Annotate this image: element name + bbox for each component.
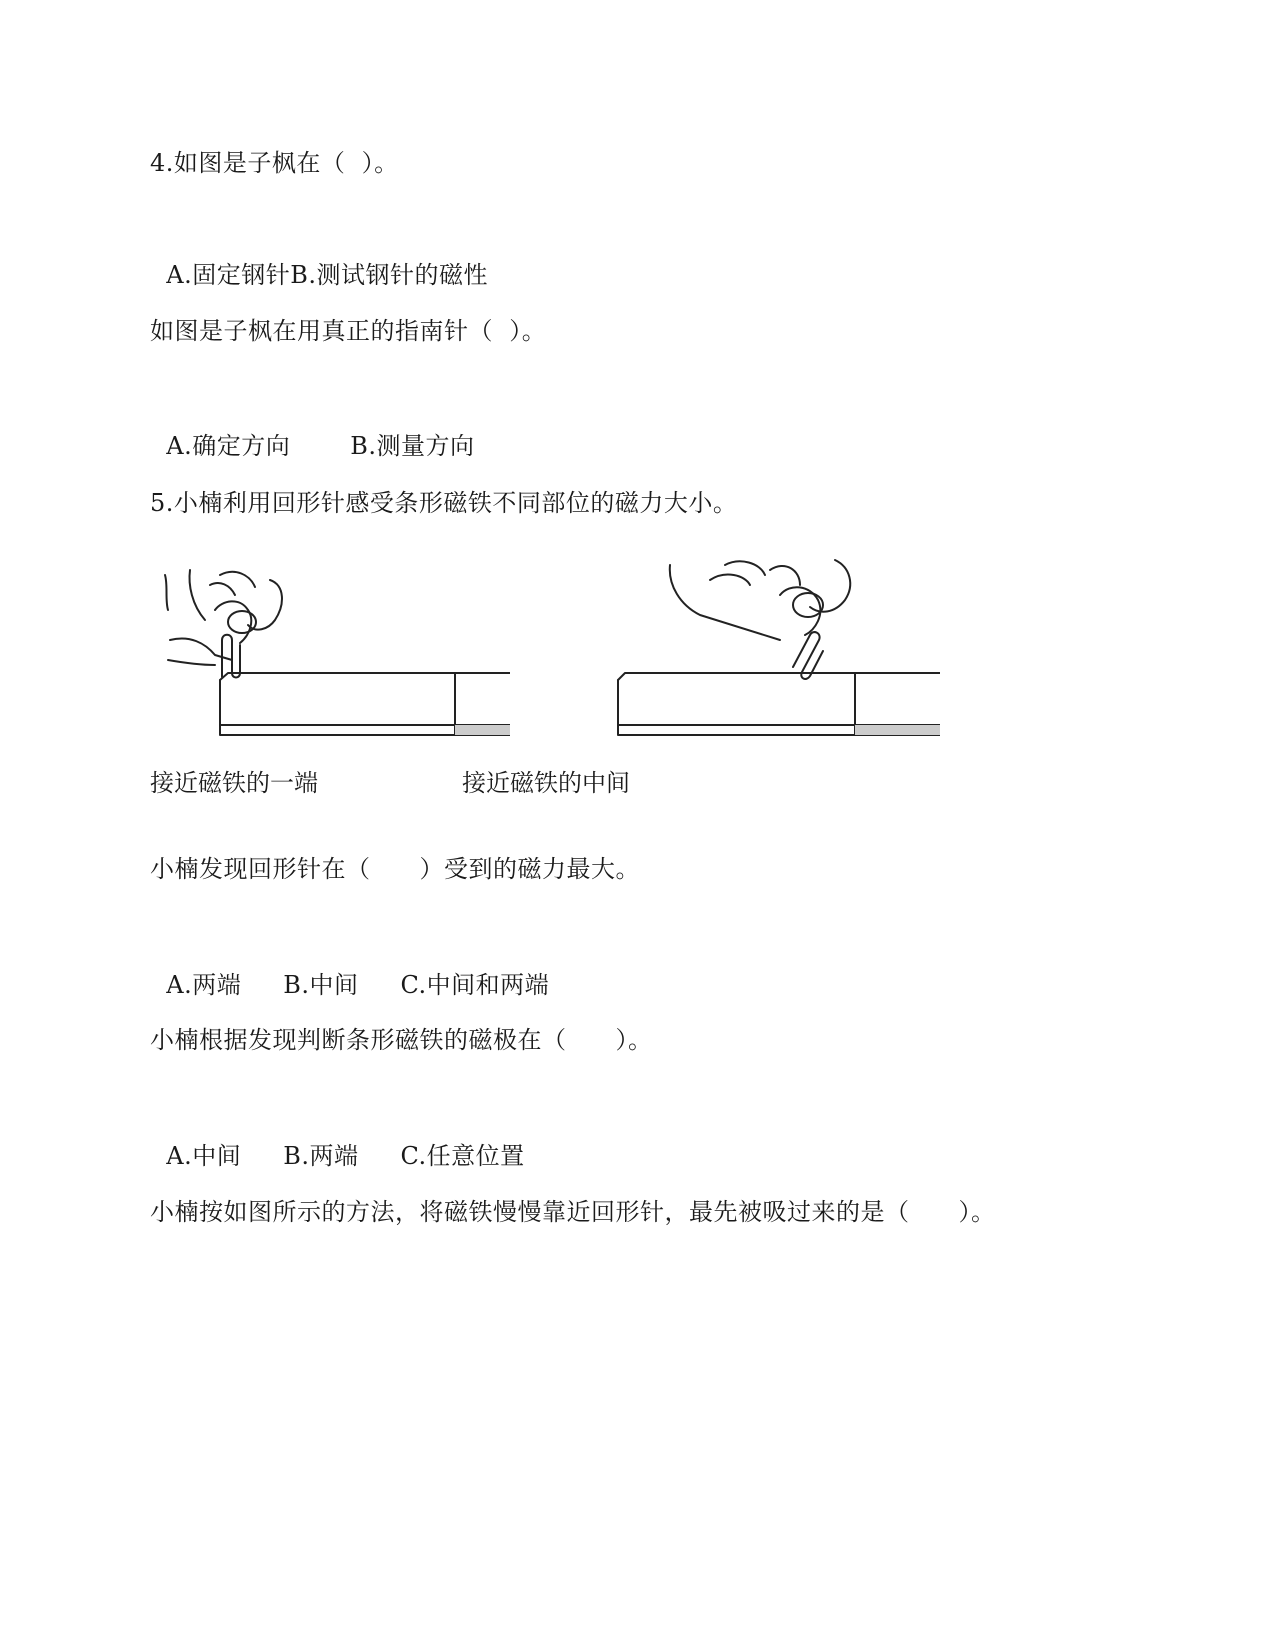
q4-stem: 4.如图是子枫在（ ）。 bbox=[150, 149, 399, 177]
figure-magnet-middle bbox=[610, 555, 940, 740]
q5-part3-stem: 小楠按如图所示的方法，将磁铁慢慢靠近回形针，最先被吸过来的是（ ）。 bbox=[150, 1198, 996, 1226]
q4-option-a: A.固定钢针 bbox=[166, 261, 291, 289]
q5-part2-option-b: B.两端 bbox=[283, 1142, 359, 1170]
q5-part1-options bbox=[150, 940, 549, 1000]
hand-paperclip-magnet-end-illustration bbox=[160, 565, 510, 740]
q4-option-b: B.测试钢针的磁性 bbox=[290, 261, 488, 289]
q5-part2-option-c: C.任意位置 bbox=[400, 1142, 525, 1170]
q4-options bbox=[150, 230, 488, 290]
q5-part1-option-c: C.中间和两端 bbox=[400, 971, 550, 999]
q5-part2-stem: 小楠根据发现判断条形磁铁的磁极在（ ）。 bbox=[150, 1026, 653, 1054]
q4-sub-option-a: A.确定方向 bbox=[166, 432, 291, 460]
q5-part1-stem: 小楠发现回形针在（ ）受到的磁力最大。 bbox=[150, 855, 640, 883]
figure-caption-middle: 接近磁铁的中间 bbox=[462, 769, 630, 797]
q4-sub-option-b: B.测量方向 bbox=[350, 432, 475, 460]
q5-part2-options bbox=[150, 1111, 525, 1171]
q5-part1-option-b: B.中间 bbox=[283, 971, 359, 999]
q5-stem: 5.小楠利用回形针感受条形磁铁不同部位的磁力大小。 bbox=[150, 489, 738, 517]
q4-sub-stem: 如图是子枫在用真正的指南针（ ）。 bbox=[150, 317, 547, 345]
figure-magnet-end bbox=[160, 565, 510, 740]
figure-caption-end: 接近磁铁的一端 bbox=[150, 769, 318, 797]
q5-part2-option-a: A.中间 bbox=[166, 1142, 242, 1170]
q5-part1-option-a: A.两端 bbox=[166, 971, 242, 999]
q4-sub-options bbox=[150, 401, 475, 461]
hand-paperclip-magnet-middle-illustration bbox=[610, 555, 940, 740]
